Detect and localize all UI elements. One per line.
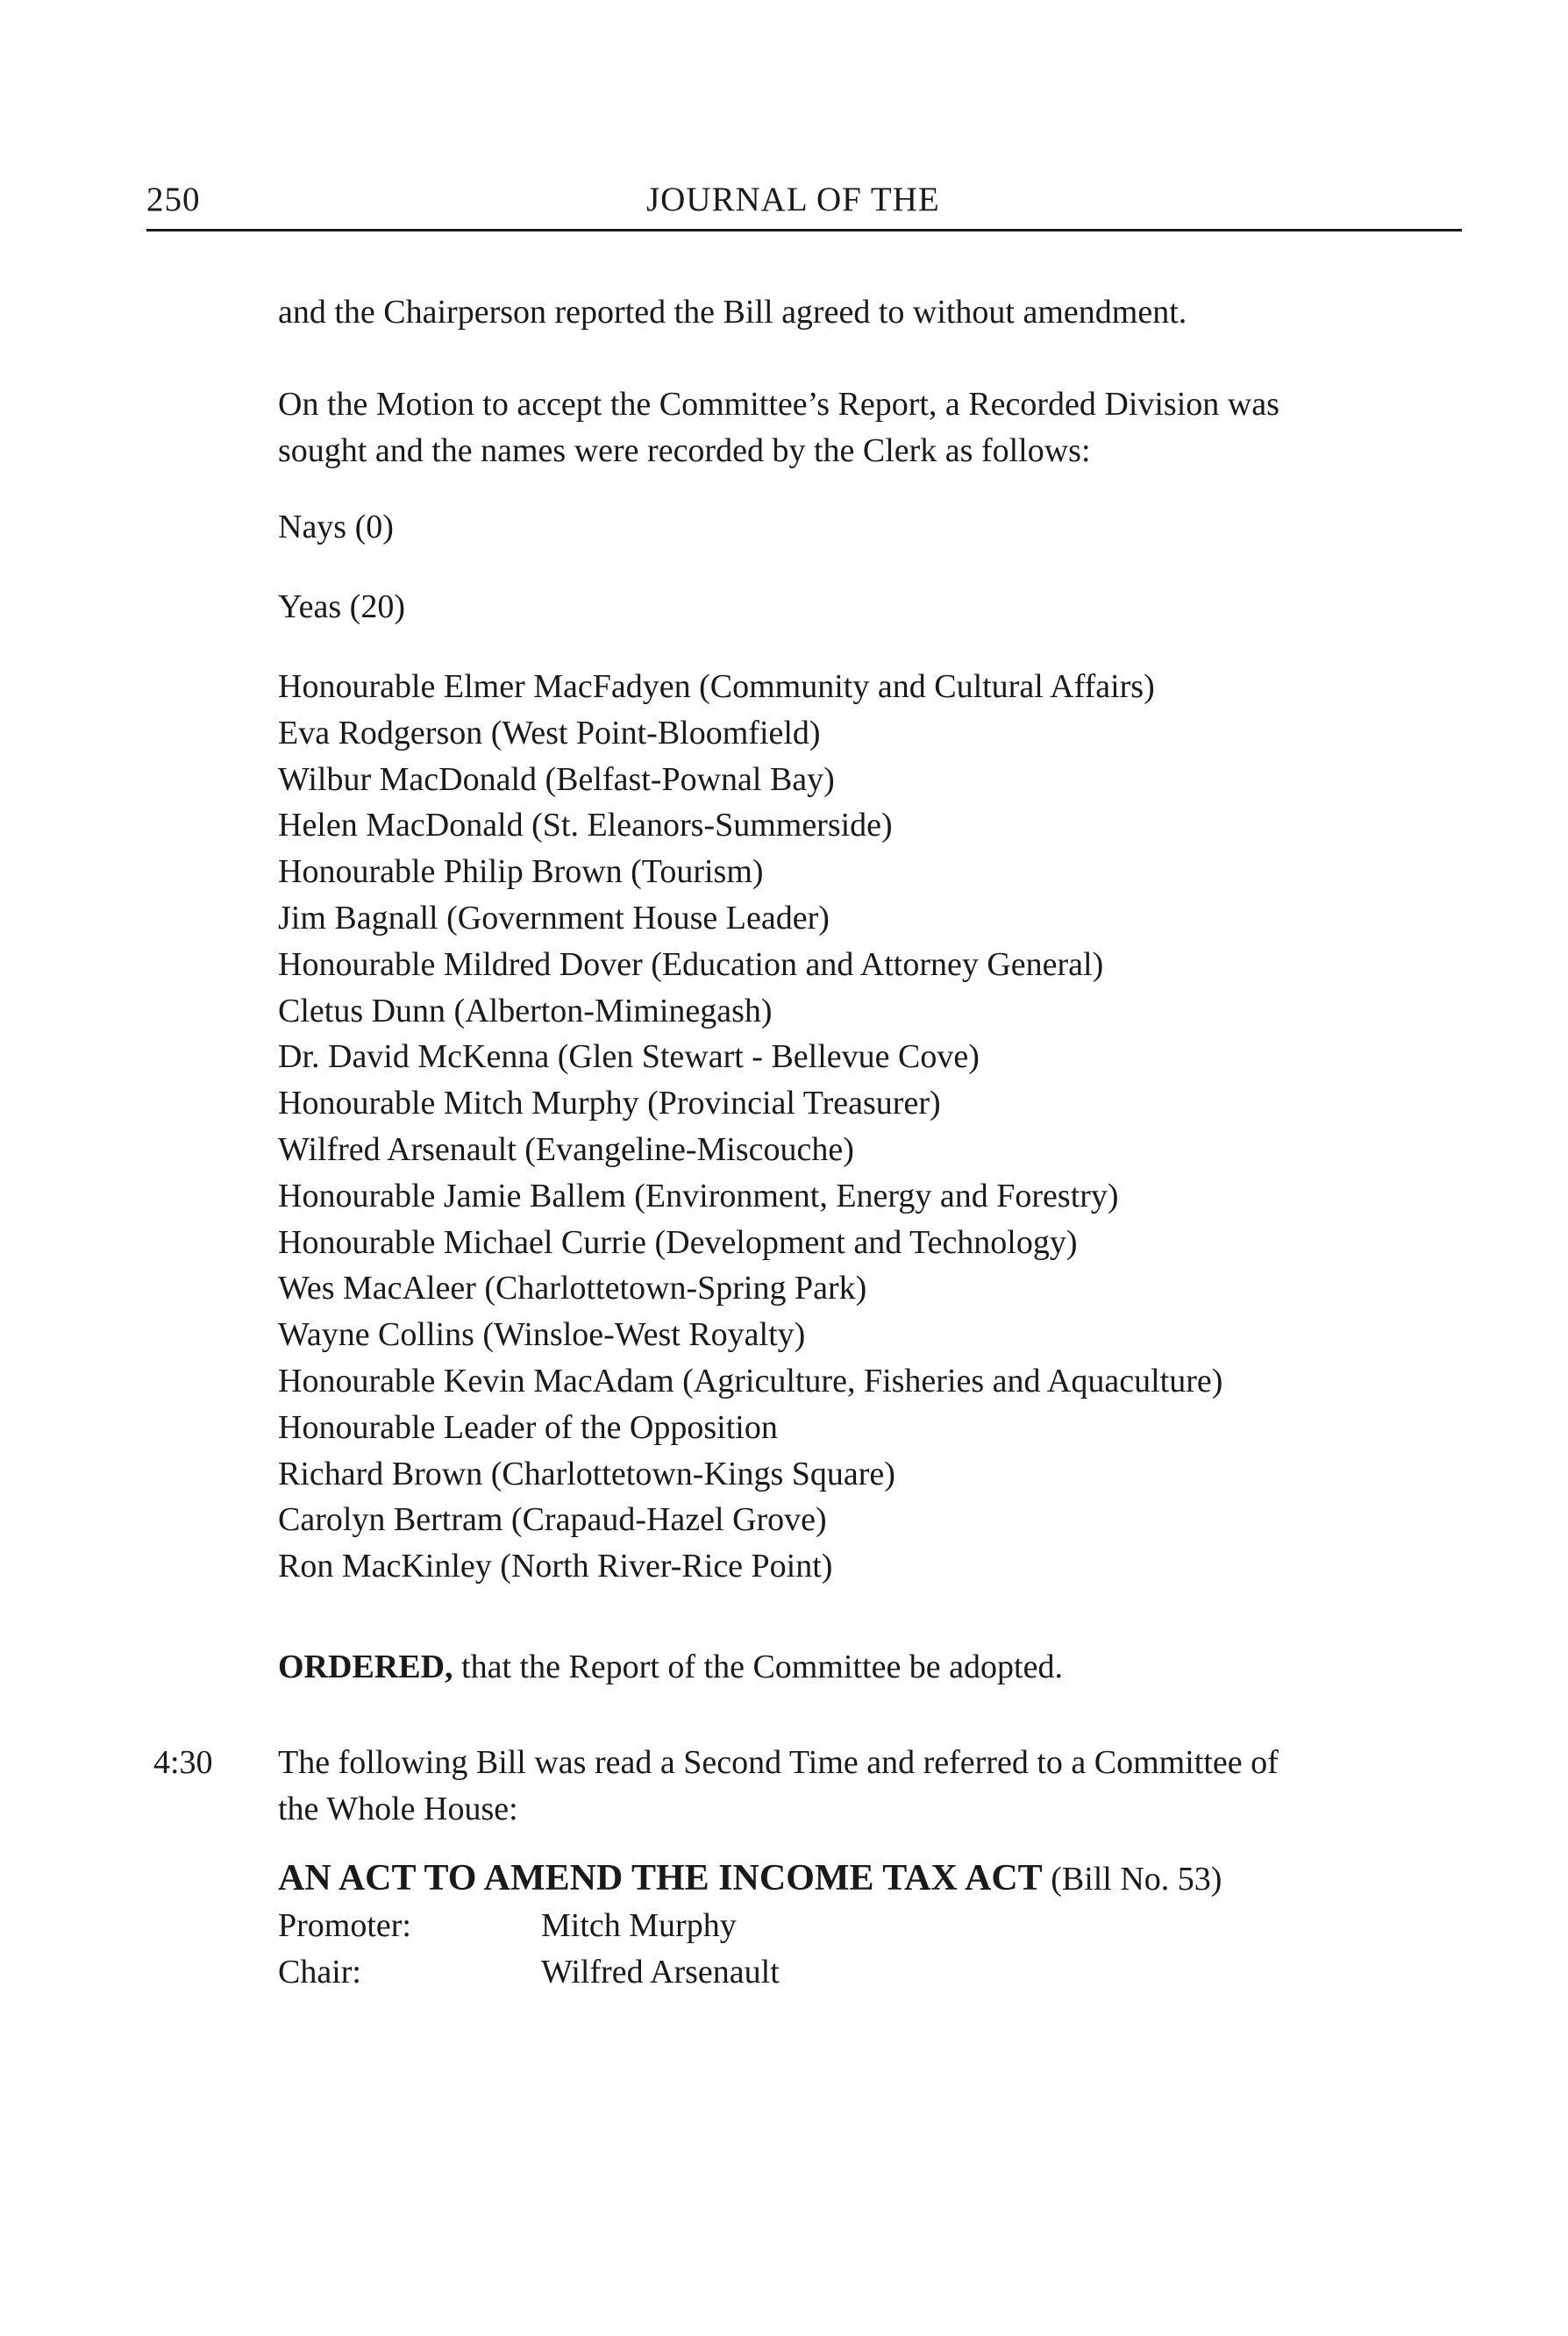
member-entry: Eva Rodgerson (West Point-Bloomfield) — [278, 714, 821, 751]
member-entry: Honourable Kevin MacAdam (Agriculture, Fisheries and Aquaculture) — [278, 1362, 1223, 1399]
member-entry: Helen MacDonald (St. Eleanors-Summerside) — [278, 807, 893, 844]
member-entry: Wes MacAleer (Charlottetown-Spring Park) — [278, 1270, 867, 1307]
member-entry: Wayne Collins (Winsloe-West Royalty) — [278, 1316, 806, 1354]
chair-value: Wilfred Arsenault — [541, 1954, 780, 1991]
member-entry: Jim Bagnall (Government House Leader) — [278, 899, 830, 937]
page-number: 250 — [146, 181, 201, 218]
yeas-count: Yeas (20) — [278, 588, 405, 625]
promoter-row — [278, 1903, 1222, 1949]
chair-row — [278, 1949, 1222, 1996]
member-entry: Carolyn Bertram (Crapaud-Hazel Grove) — [278, 1501, 827, 1539]
bill-title: AN ACT TO AMEND THE INCOME TAX ACT — [278, 1858, 1043, 1898]
member-entry: Honourable Mitch Murphy (Provincial Treasurer) — [278, 1085, 941, 1122]
member-entry: Cletus Dunn (Alberton-Miminegash) — [278, 992, 773, 1029]
running-head: JOURNAL OF THE — [646, 181, 940, 218]
promoter-label: Promoter: — [278, 1907, 411, 1944]
motion-paragraph-line-2: sought and the names were recorded by the Clerk as follows: — [278, 432, 1091, 469]
motion-paragraph-line-1: On the Motion to accept the Committee’s Report, a Recorded Division was — [278, 386, 1279, 423]
bill-heading — [278, 1855, 1222, 1903]
promoter-value: Mitch Murphy — [541, 1907, 737, 1944]
nays-count: Nays (0) — [278, 509, 394, 545]
header-rule — [146, 229, 1462, 231]
bill-block — [278, 1855, 1222, 1996]
member-entry: Ron MacKinley (North River-Rice Point) — [278, 1548, 833, 1585]
page-header — [146, 180, 1462, 232]
member-entry: Wilbur MacDonald (Belfast-Pownal Bay) — [278, 760, 835, 798]
chair-label: Chair: — [278, 1954, 361, 1991]
ordered-text: that the Report of the Committee be adopted. — [453, 1649, 1063, 1685]
member-entry: Honourable Elmer MacFadyen (Community and Cultural Affairs) — [278, 668, 1155, 705]
margin-timestamp: 4:30 — [153, 1744, 213, 1781]
member-entry: Honourable Philip Brown (Tourism) — [278, 853, 764, 891]
member-entry: Richard Brown (Charlottetown-Kings Square) — [278, 1455, 895, 1492]
committee-report-paragraph: and the Chairperson reported the Bill agreed to without amendment. — [278, 294, 1187, 331]
member-entry: Honourable Michael Currie (Development and Technology) — [278, 1223, 1078, 1261]
second-reading-line-2: the Whole House: — [278, 1791, 518, 1827]
ordered-keyword: ORDERED, — [278, 1649, 453, 1685]
member-entry: Wilfred Arsenault (Evangeline-Miscouche) — [278, 1130, 854, 1168]
yeas-member-list — [278, 664, 1222, 1590]
ordered-statement — [278, 1644, 1063, 1691]
member-entry: Dr. David McKenna (Glen Stewart - Bellevue Cove) — [278, 1038, 980, 1076]
member-entry: Honourable Jamie Ballem (Environment, Energy and Forestry) — [278, 1177, 1119, 1214]
second-reading-line-1: The following Bill was read a Second Time and referred to a Committee of — [278, 1744, 1279, 1781]
bill-number: (Bill No. 53) — [1042, 1861, 1222, 1898]
member-entry: Honourable Leader of the Opposition — [278, 1408, 778, 1446]
member-entry: Honourable Mildred Dover (Education and Attorney General) — [278, 945, 1104, 983]
